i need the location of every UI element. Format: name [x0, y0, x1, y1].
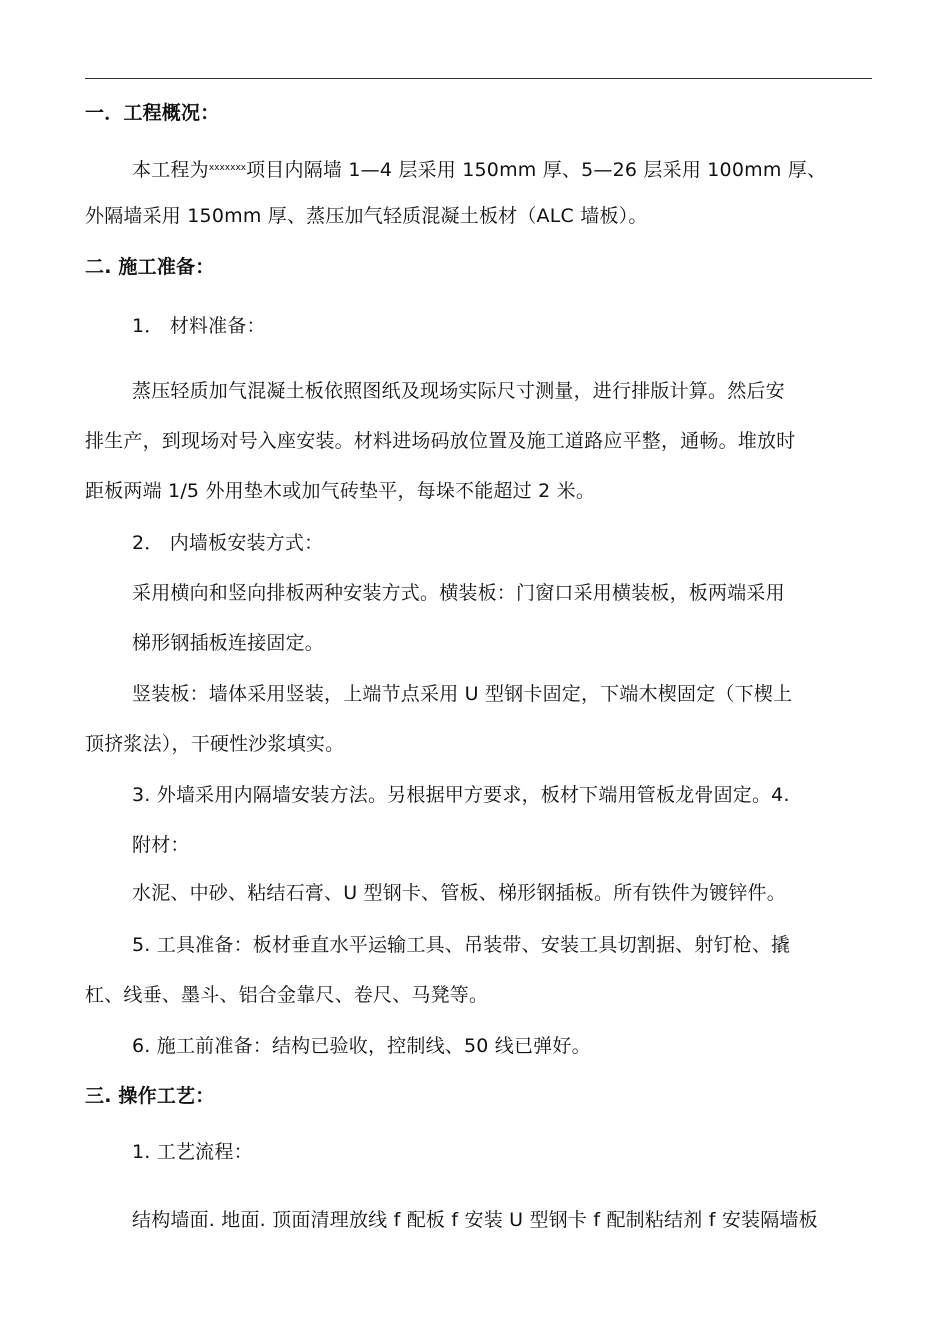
install-heading: 2． 内墙板安装方式： — [132, 532, 324, 554]
material-heading: 1． 材料准备： — [132, 315, 266, 337]
overview-paragraph-line-1 — [132, 155, 826, 183]
material-paragraph-line-1: 蒸压轻质加气混凝土板依照图纸及现场实际尺寸测量，进行排版计算。然后安 — [132, 380, 785, 402]
exterior-wall-paragraph: 3. 外墙采用内隔墙安装方法。另根据甲方要求，板材下端用管板龙骨固定。4. — [132, 784, 790, 806]
install-paragraph-line-4: 顶挤浆法），干硬性沙浆填实。 — [85, 733, 345, 755]
section-heading-process: 三. 操作工艺： — [85, 1085, 215, 1107]
pre-construction-paragraph: 6. 施工前准备：结构已验收，控制线、50 线已弹好。 — [132, 1035, 591, 1057]
accessory-paragraph: 水泥、中砂、粘结石膏、U 型钢卡、管板、梯形钢插板。所有铁件为镀锌件。 — [132, 882, 786, 904]
header-rule — [85, 78, 872, 79]
material-paragraph-line-2: 排生产，到现场对号入座安装。材料进场码放位置及施工道路应平整，通畅。堆放时 — [85, 430, 796, 452]
tools-paragraph-line-1: 5. 工具准备：板材垂直水平运输工具、吊装带、安装工具切割据、射钉枪、撬 — [132, 934, 791, 956]
material-paragraph-line-3: 距板两端 1/5 外用垫木或加气砖垫平，每垛不能超过 2 米。 — [85, 480, 596, 502]
install-paragraph-line-2: 梯形钢插板连接固定。 — [132, 632, 325, 654]
overview-text: 项目内隔墙 1—4 层采用 150mm 厚、5—26 层采用 100mm 厚、 — [246, 159, 827, 181]
section-heading-overview: 一．工程概况： — [85, 102, 220, 124]
accessory-label: 附材： — [132, 834, 190, 856]
section-heading-preparation: 二. 施工准备： — [85, 256, 215, 278]
overview-paragraph-line-2: 外隔墙采用 150mm 厚、蒸压加气轻质混凝土板材（ALC 墙板）。 — [85, 205, 648, 227]
install-paragraph-line-3: 竖装板：墙体采用竖装，上端节点采用 U 型钢卡固定，下端木楔固定（下楔上 — [132, 683, 793, 705]
install-paragraph-line-1: 采用横向和竖向排板两种安装方式。横装板：门窗口采用横装板，板两端采用 — [132, 582, 785, 604]
overview-text: 本工程为 — [132, 159, 209, 181]
flow-heading: 1. 工艺流程： — [132, 1141, 253, 1163]
flow-paragraph-line-1: 结构墙面. 地面. 顶面清理放线 f 配板 f 安装 U 型钢卡 f 配制粘结剂 f 安装隔墙板 — [132, 1209, 818, 1231]
tools-paragraph-line-2: 杠、线垂、墨斗、铝合金靠尺、卷尺、马凳等。 — [85, 984, 489, 1006]
project-name-placeholder: xxxxxxx — [208, 163, 247, 173]
